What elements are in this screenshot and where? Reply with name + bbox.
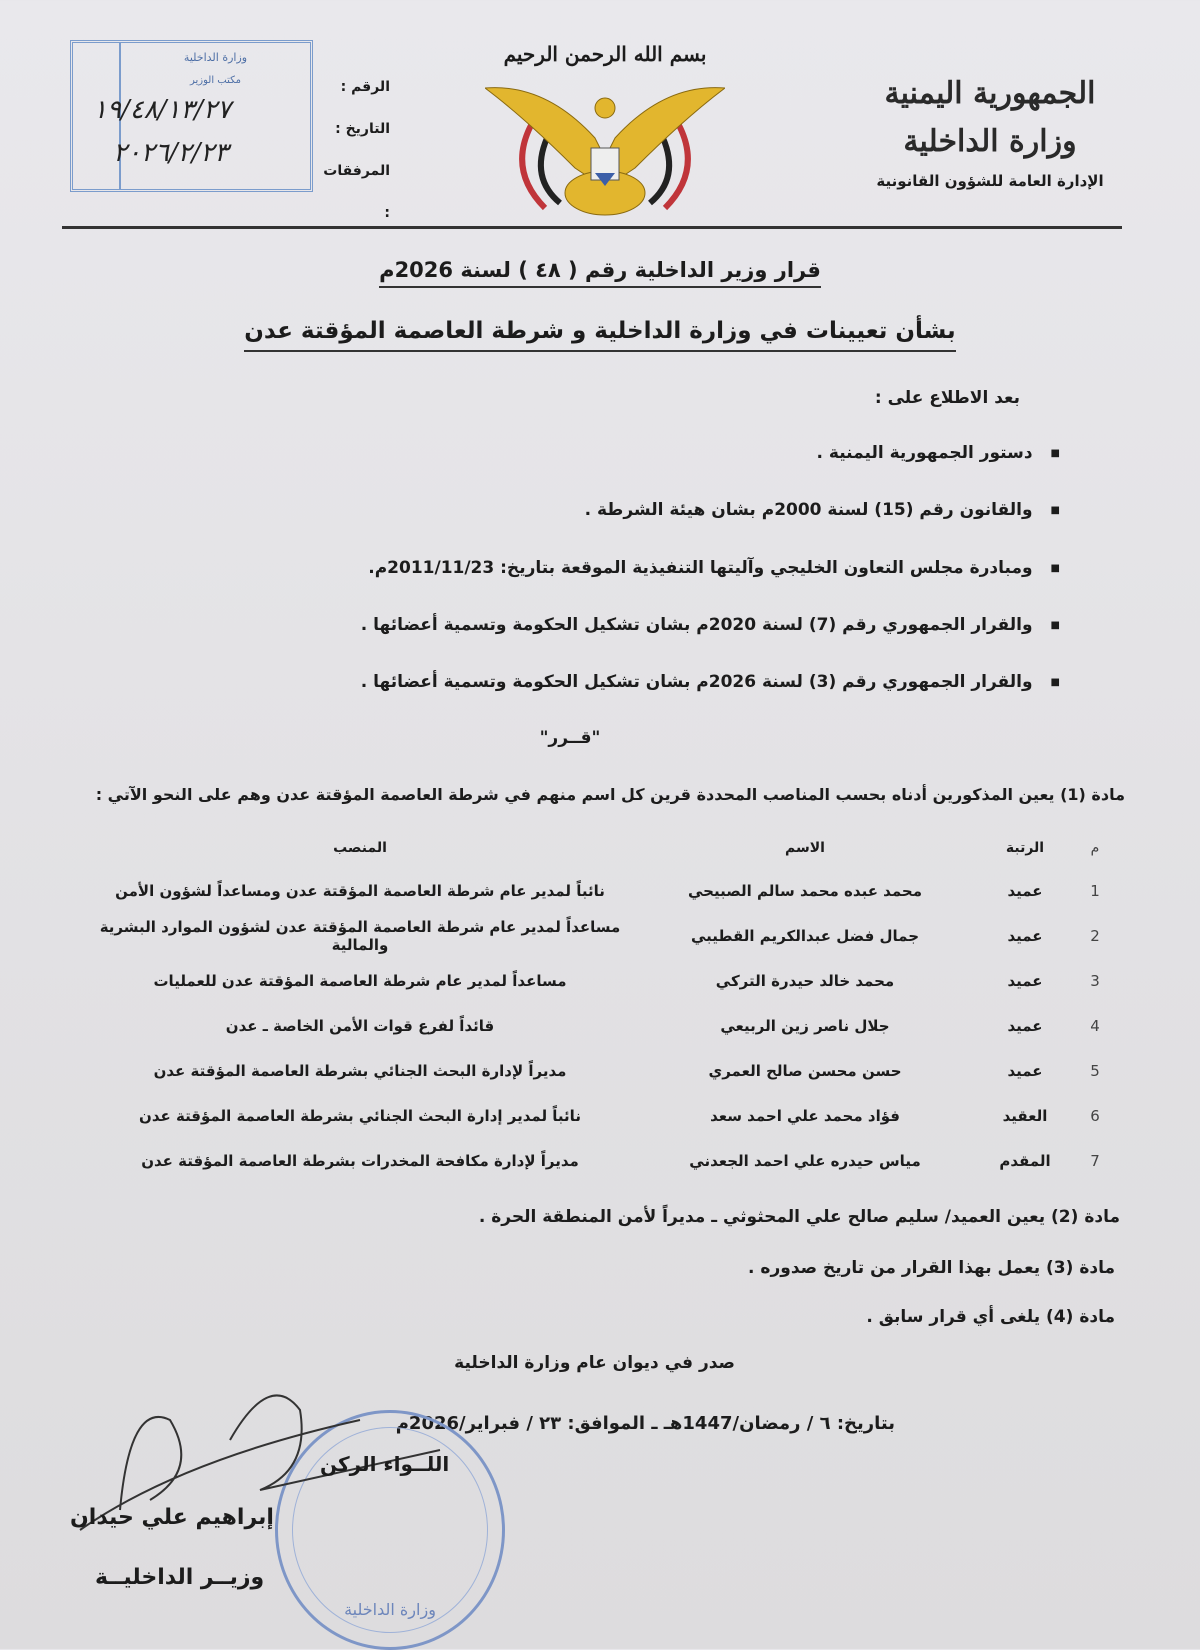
header-rank: الرتبة (1005, 840, 1045, 856)
signature-scribble (60, 1380, 480, 1584)
row-position: نائباً لمدير إدارة البحث الجنائي بشرطة العاصمة المؤقتة عدن (139, 1106, 581, 1125)
row-no: 7 (1090, 1151, 1100, 1170)
row-name: جمال فضل عبدالكريم القطيبي (690, 926, 920, 945)
table-row (95, 913, 1125, 958)
row-name: محمد عبده محمد سالم الصبيحي (688, 881, 922, 900)
decision-subject-text: بشأن تعيينات في وزارة الداخلية و شرطة العاصمة المؤقتة عدن (244, 318, 955, 352)
article-3: مادة (3) يعمل بهذا القرار من تاريخ صدوره . (748, 1258, 1115, 1278)
table-row (95, 1093, 1125, 1138)
decision-subject (0, 318, 1200, 344)
article-4: مادة (4) يلغى أي قرار سابق . (866, 1307, 1115, 1327)
header-position: المنصب (333, 840, 387, 856)
table-row (95, 1003, 1125, 1048)
handwritten-number: ١٩/٤٨/١٣/٢٧ (93, 95, 231, 125)
decision-title-text: قرار وزير الداخلية رقم ( ٤٨ ) لسنة 2026م (379, 258, 821, 288)
decision-title (0, 258, 1200, 282)
header-divider (62, 226, 1122, 229)
table-row (95, 868, 1125, 913)
article-2: مادة (2) يعين العميد/ سليم صالح علي المحثوثي ـ مديراً لأمن المنطقة الحرة . (478, 1207, 1120, 1227)
row-name: جلال ناصر زين الربيعي (720, 1016, 890, 1035)
table-row (95, 1048, 1125, 1093)
reference-item: ■ والقرار الجمهوري رقم (3) لسنة 2026م بشان تشكيل الحكومة وتسمية أعضائها . (361, 672, 1060, 692)
signatory-title: اللــواء الركن (320, 1452, 450, 1476)
reference-item: ■ ومبادرة مجلس التعاون الخليجي وآليتها التنفيذية الموقعة بتاريخ: 2011/11/23م. (368, 558, 1060, 578)
basmala: بسم الله الرحمن الرحيم (503, 42, 707, 66)
row-position: مساعداً لمدير عام شرطة العاصمة المؤقتة عدن لشؤون الموارد البشرية والمالية (99, 917, 621, 954)
number-label: الرقم : (340, 79, 390, 95)
row-no: 3 (1090, 971, 1100, 990)
row-position: مديراً لإدارة مكافحة المخدرات بشرطة العاصمة المؤقتة عدن (141, 1151, 579, 1170)
table-header-row (95, 828, 1125, 868)
issued-at: صدر في ديوان عام وزارة الداخلية (454, 1353, 735, 1373)
row-name: محمد خالد حيدرة التركي (715, 971, 895, 990)
letterhead-right (875, 70, 1105, 190)
row-rank: عميد (1007, 1061, 1043, 1080)
row-no: 4 (1090, 1016, 1100, 1035)
header-no: م (1090, 840, 1100, 856)
stamp-ministry: وزارة الداخلية (183, 51, 248, 64)
row-rank: عميد (1007, 971, 1043, 990)
header-name: الاسم (785, 840, 825, 856)
date-label: التاريخ : (335, 121, 390, 137)
row-rank: عميد (1007, 926, 1043, 945)
row-no: 6 (1090, 1106, 1100, 1125)
department-name: الإدارة العامة للشؤون القانونية (876, 172, 1104, 190)
country-name: الجمهورية اليمنية (884, 76, 1096, 111)
row-rank: عميد (1007, 881, 1043, 900)
appointments-table (95, 828, 1125, 1183)
ministry-name: وزارة الداخلية (903, 124, 1077, 159)
decided-heading: "قــرر" (539, 728, 601, 748)
row-name: مياس حيدره علي احمد الجعدني (689, 1151, 921, 1170)
row-no: 1 (1090, 881, 1100, 900)
reference-labels (318, 66, 390, 234)
row-rank: العقيد (1002, 1106, 1048, 1125)
row-name: فؤاد محمد علي احمد سعد (710, 1106, 900, 1125)
table-row (95, 1138, 1125, 1183)
row-rank: عميد (1007, 1016, 1043, 1035)
issue-date: بتاريخ: ٦ / رمضان/1447هـ ـ الموافق: ٢٣ / فبراير/2026م (395, 1413, 895, 1434)
article-1: مادة (1) يعين المذكورين أدناه بحسب المناصب المحددة قرين كل اسم منهم في شرطة العاصمة المؤقتة عدن وهم على النحو الآتي : (95, 785, 1125, 804)
signatory-position: وزيــر الداخليــة (95, 1565, 265, 1590)
seal-text: وزارة الداخلية (344, 1600, 436, 1619)
preamble: بعد الاطلاع على : (874, 388, 1020, 408)
row-position: قائداً لفرع قوات الأمن الخاصة ـ عدن (225, 1016, 495, 1035)
yemen-emblem-icon (485, 78, 725, 222)
row-position: نائباً لمدير عام شرطة العاصمة المؤقتة عدن ومساعداً لشؤون الأمن (115, 881, 605, 900)
reference-item: ■ والقانون رقم (15) لسنة 2000م بشان هيئة الشرطة . (585, 500, 1060, 520)
reference-item: ■ دستور الجمهورية اليمنية . (817, 443, 1060, 463)
reference-item: ■ والقرار الجمهوري رقم (7) لسنة 2020م بشان تشكيل الحكومة وتسمية أعضائها . (361, 615, 1060, 635)
row-name: حسن محسن صالح العمري (708, 1061, 902, 1080)
row-no: 5 (1090, 1061, 1100, 1080)
attachments-label: المرفقات : (323, 163, 390, 221)
handwritten-date: ٢٠٢٦/٢/٢٣ (113, 138, 229, 168)
table-row (95, 958, 1125, 1003)
stamp-office: مكتب الوزير (189, 75, 241, 86)
incoming-stamp (70, 40, 313, 192)
row-no: 2 (1090, 926, 1100, 945)
row-position: مساعداً لمدير عام شرطة العاصمة المؤقتة عدن للعمليات (153, 971, 567, 990)
row-position: مديراً لإدارة البحث الجنائي بشرطة العاصمة المؤقتة عدن (153, 1061, 567, 1080)
row-rank: المقدم (999, 1151, 1051, 1170)
signatory-name: إبراهيم علي حيدان (70, 1505, 274, 1530)
